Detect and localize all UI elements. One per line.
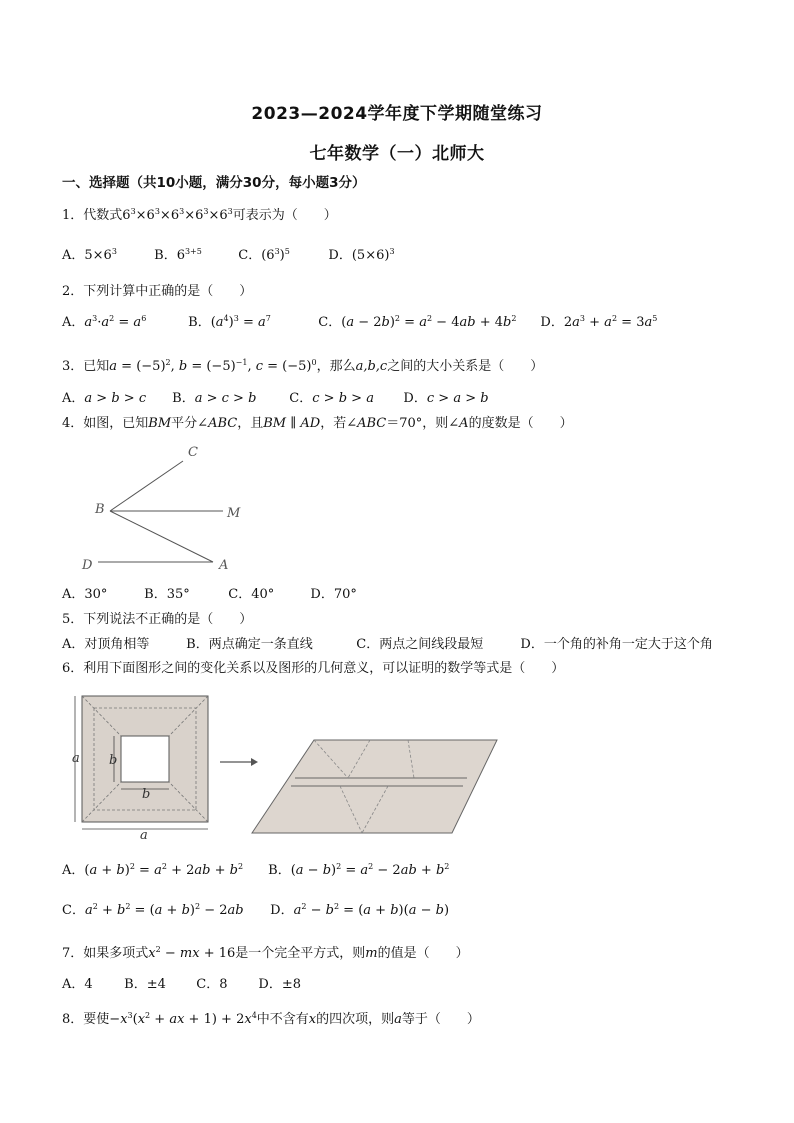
- q1-option-a[interactable]: A．$5\times 6^3$: [62, 247, 117, 263]
- square-transform-figure: [62, 690, 502, 840]
- exam-title: 2023—2024学年度下学期随堂练习: [251, 104, 543, 124]
- q2-option-d[interactable]: D．$2a^3 + a^2 = 3a^5$: [540, 314, 658, 330]
- segment-ba: [110, 511, 213, 562]
- label-b: B: [95, 502, 105, 517]
- question-4-stem: 4．如图，已知BM平分∠ABC，且BM ∥ AD，若∠ABC＝70°，则∠A的度数是（ ）: [62, 416, 573, 431]
- q4-option-b[interactable]: B．35°: [144, 587, 190, 602]
- q4-option-c[interactable]: C．40°: [228, 587, 275, 602]
- q5-option-c[interactable]: C．两点之间线段最短: [356, 637, 484, 652]
- q3-option-c[interactable]: C．c > b > a: [289, 391, 374, 406]
- q4-option-a[interactable]: A．30°: [62, 587, 108, 602]
- q7-option-d[interactable]: D．±8: [258, 977, 302, 992]
- q7-option-c[interactable]: C．8: [196, 977, 228, 992]
- question-2-options: [62, 314, 657, 332]
- q5-option-a[interactable]: A．对顶角相等: [62, 637, 150, 652]
- q6-option-d[interactable]: D．$a^2 - b^2 = (a + b)(a - b)$: [270, 902, 450, 918]
- q6-option-c[interactable]: C．$a^2 + b^2 = (a + b)^2 - 2ab$: [62, 902, 244, 918]
- question-5-options: [62, 636, 713, 654]
- label-c: C: [188, 445, 198, 460]
- exam-subtitle: 七年数学（一）北师大: [309, 144, 485, 164]
- section-heading: 一、选择题（共10小题，满分30分，每小题3分）: [62, 175, 366, 191]
- q3-option-d[interactable]: D．c > a > b: [403, 391, 489, 406]
- question-5-stem: 5．下列说法不正确的是（ ）: [62, 612, 253, 627]
- label-m: M: [227, 506, 241, 521]
- q2-option-c[interactable]: C．$(a - 2b)^2 = a^2 - 4ab + 4b^2$: [318, 314, 517, 330]
- question-2-stem: 2．下列计算中正确的是（ ）: [62, 284, 253, 299]
- q1-option-c[interactable]: C．$(6^3)^5$: [238, 247, 290, 263]
- q7-option-b[interactable]: B．±4: [124, 977, 166, 992]
- q7-option-a[interactable]: A．4: [62, 977, 93, 992]
- label-d: D: [82, 558, 93, 573]
- question-1-options: [62, 247, 395, 265]
- question-4-options: [62, 586, 357, 604]
- transform-arrow-icon: [220, 758, 258, 766]
- q3-option-b[interactable]: B．a > c > b: [172, 391, 257, 406]
- q2-option-b[interactable]: B．$(a^4)^3 = a^7$: [188, 314, 271, 330]
- q5-option-d[interactable]: D．一个角的补角一定大于这个角: [520, 637, 713, 652]
- question-3-stem: 3．已知$a = (-5)^2$, $b = (-5)^{-1}$, $c = (-5)^0$，那么a,b,c之间的大小关系是（ ）: [62, 358, 544, 374]
- q3-option-a[interactable]: A．a > b > c: [62, 391, 147, 406]
- label-a: A: [219, 558, 229, 573]
- question-6-options-row1: [62, 862, 449, 880]
- question-3-options: [62, 390, 489, 408]
- q1-option-b[interactable]: B．$6^{3+5}$: [154, 247, 202, 263]
- question-8-stem: 8．要使$-x^3(x^2$ + ax + $1) + 2x^4$中不含有x的四次项，则a等于（ ）: [62, 1011, 480, 1027]
- question-7-stem: 7．如果多项式$x^2$ − mx + 16是一个完全平方式，则m的值是（ ）: [62, 945, 469, 961]
- question-6-options-row2: [62, 902, 449, 920]
- q4-option-d[interactable]: D．70°: [310, 587, 357, 602]
- question-6-stem: 6．利用下面图形之间的变化关系以及图形的几何意义，可以证明的数学等式是（ ）: [62, 661, 565, 676]
- label-b-side: b: [109, 753, 118, 768]
- label-a-side: a: [72, 751, 80, 766]
- q5-option-b[interactable]: B．两点确定一条直线: [186, 637, 313, 652]
- q6-option-a[interactable]: A．$(a + b)^2 = a^2 + 2ab + b^2$: [62, 862, 244, 878]
- inner-square-hole: [121, 736, 169, 782]
- label-a-bottom: a: [140, 828, 148, 840]
- label-b-bottom: b: [142, 787, 151, 802]
- angle-figure: [78, 440, 258, 580]
- q6-option-b[interactable]: B．$(a - b)^2 = a^2 - 2ab + b^2$: [268, 862, 450, 878]
- question-1-stem: 1．代数式$6^3\times 6^3\times 6^3\times 6^3\times 6^3$可表示为（ ）: [62, 207, 337, 223]
- question-7-options: [62, 976, 301, 994]
- q2-option-a[interactable]: A．$a^3\cdot a^2 = a^6$: [62, 314, 147, 330]
- q1-option-d[interactable]: D．$(5\times 6)^3$: [328, 247, 395, 263]
- ray-bc: [110, 461, 183, 511]
